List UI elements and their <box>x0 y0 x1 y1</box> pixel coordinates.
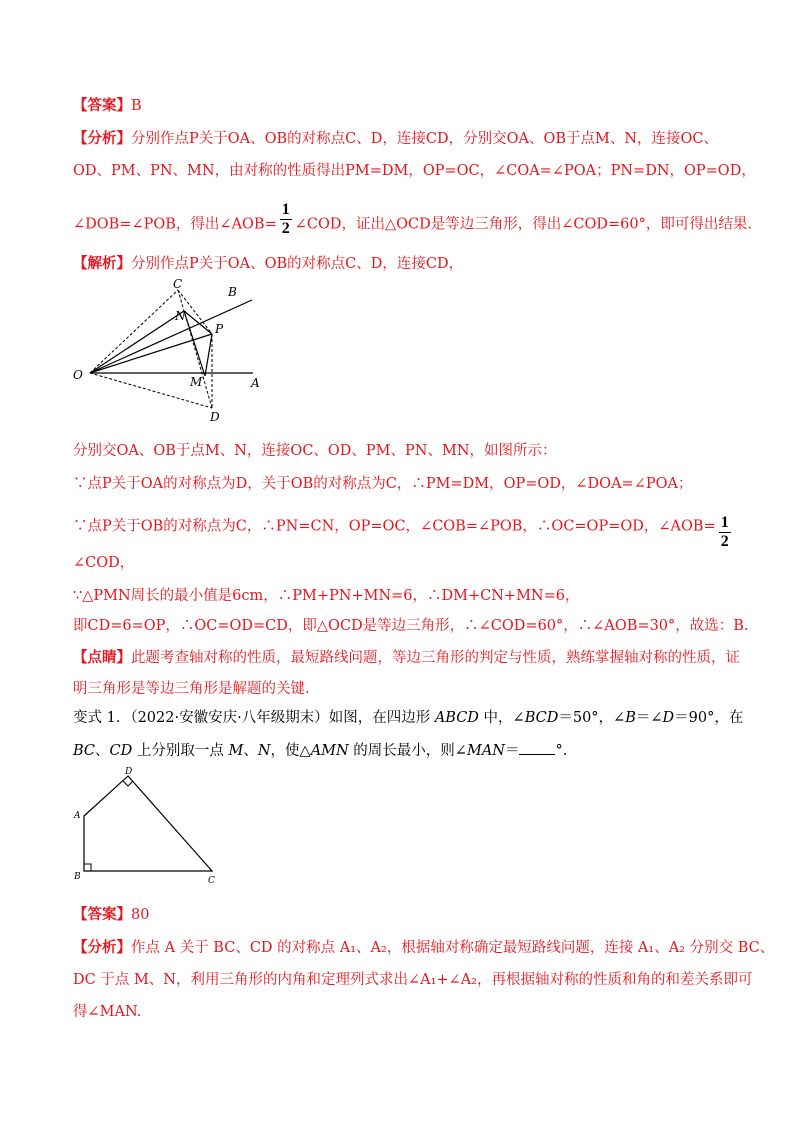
label-p: P <box>215 322 224 336</box>
fraction-half <box>280 201 292 238</box>
solution-line-6: ∵△PMN周长的最小值是6cm，∴PM+PN+MN=6，∴DM+CN+MN=6， <box>73 588 580 604</box>
label-d: D <box>125 767 133 777</box>
answer-value: B <box>131 98 142 114</box>
stem-text: ＝90°，在 <box>674 710 744 726</box>
point-line-2: 明三角形是等边三角形是解题的关键. <box>73 681 310 697</box>
label-o: O <box>73 368 83 382</box>
label-b: B <box>74 872 81 882</box>
solution-line-5: ∠COD， <box>73 555 135 571</box>
fraction-half-2 <box>719 514 731 551</box>
stem-amn: AMN <box>310 743 349 759</box>
stem-text: ，使△ <box>270 743 311 759</box>
variant-stem-line-1 <box>73 708 743 728</box>
segment-mp <box>205 334 212 376</box>
answer-blank <box>519 740 555 755</box>
right-angle-b <box>84 864 91 871</box>
solution-line-7: 即CD=6=OP，∴OC=OD=CD，即△OCD是等边三角形，∴∠COD=60°，∴∠AOB=30°，故选：B. <box>73 618 749 634</box>
figure-symmetric-points <box>60 276 280 426</box>
label-n: N <box>175 309 186 323</box>
analysis-text-3b: ∠COD，证出△OCD是等边三角形，得出∠COD=60°，即可得出结果. <box>294 216 752 233</box>
label-a: A <box>74 811 81 821</box>
point-line-1 <box>73 648 740 668</box>
analysis-line-3 <box>73 201 752 243</box>
analysis-line-2: OD、PM、PN、MN，由对称的性质得出PM=DM，OP=OC，∠COA=∠POA；PN=DN，OP=OD， <box>73 163 756 179</box>
solution-line-2: 分别交OA、OB于点M、N，连接OC、OD、PM、PN、MN，如图所示： <box>73 443 557 459</box>
stem-text: ＝50°，∠ <box>558 710 626 726</box>
analysis2-text-1: 作点 A 关于 BC、CD 的对称点 A₁、A₂，根据轴对称确定最短路线问题，连接 A₁、A₂ 分别交 BC、 <box>131 940 775 956</box>
label-a: A <box>251 376 260 390</box>
quadrilateral-abcd <box>84 776 212 871</box>
analysis-text-1: 分别作点P关于OA、OB的对称点C、D，连接CD，分别交OA、OB于点M、N，连接OC、 <box>131 131 719 147</box>
solution-text-1: 分别作点P关于OA、OB的对称点C、D，连接CD， <box>131 256 464 272</box>
stem-text: 的周长最小，则∠ <box>348 743 467 759</box>
stem-text: 、 <box>95 743 110 759</box>
label-d: D <box>210 410 220 424</box>
stem-text: 、 <box>243 743 258 759</box>
answer-line-1 <box>73 96 142 116</box>
analysis-text-3a: ∠DOB=∠POB，得出∠AOB= <box>73 216 277 233</box>
solution-line-4 <box>73 508 734 550</box>
solution-line-1 <box>73 254 463 274</box>
analysis2-line-3: 得∠MAN. <box>73 1004 142 1020</box>
dashed-oc <box>90 290 178 373</box>
fraction-numerator-2: 1 <box>720 514 729 531</box>
analysis-tag-2: 【分析】 <box>73 940 131 956</box>
analysis2-line-1 <box>73 938 774 958</box>
fraction-numerator: 1 <box>281 201 290 218</box>
label-m: M <box>190 375 203 389</box>
stem-text: ＝ <box>504 743 520 759</box>
stem-text: 变式 1．（2022·安徽安庆·八年级期末）如图，在四边形 <box>73 710 435 726</box>
stem-m: M <box>228 743 244 759</box>
answer-value-2: 80 <box>131 907 150 923</box>
analysis-tag: 【分析】 <box>73 131 131 147</box>
stem-d: D <box>662 710 675 726</box>
solution-tag: 【解析】 <box>73 256 131 272</box>
solution-text-4: ∵点P关于OB的对称点为C，∴PN=CN，OP=OC，∠COB=∠POB，∴OC=OP=OD，∠AOB= <box>73 518 716 535</box>
analysis-line-1 <box>73 129 718 149</box>
stem-text: ＝∠ <box>635 710 663 726</box>
analysis2-line-2: DC 于点 M、N，利用三角形的内角和定理列式求出∠A₁+∠A₂，再根据轴对称的性质和角的和差关系即可 <box>73 972 753 988</box>
stem-bc: BC <box>73 743 96 759</box>
stem-man: MAN <box>466 743 505 759</box>
stem-b: B <box>625 710 636 726</box>
fraction-denominator-2: 2 <box>720 533 729 550</box>
answer-line-2 <box>73 905 149 925</box>
figure-quadrilateral <box>70 766 230 892</box>
stem-bcd: BCD <box>524 710 559 726</box>
label-b: B <box>228 285 237 299</box>
stem-text: 中，∠ <box>478 710 525 726</box>
solution-line-3: ∵点P关于OA的对称点为D，关于OB的对称点为C，∴PM=DM，OP=OD，∠DOA=∠POA； <box>73 476 693 492</box>
stem-abcd: ABCD <box>434 710 479 726</box>
answer-tag: 【答案】 <box>73 98 131 114</box>
fraction-denominator: 2 <box>281 220 290 237</box>
point-text-1: 此题考查轴对称的性质，最短路线问题，等边三角形的判定与性质，熟练掌握轴对称的性质，证 <box>131 650 740 666</box>
stem-n: N <box>257 743 271 759</box>
ray-ob <box>90 300 252 373</box>
answer-tag-2: 【答案】 <box>73 907 131 923</box>
stem-text: 上分别取一点 <box>132 743 229 759</box>
stem-cd: CD <box>109 743 133 759</box>
point-tag: 【点睛】 <box>73 650 131 666</box>
label-c: C <box>208 876 215 886</box>
label-c: C <box>173 277 183 291</box>
dashed-cd <box>178 290 212 408</box>
right-angle-d <box>123 781 133 786</box>
stem-text: °. <box>555 743 568 759</box>
segment-on <box>90 311 184 373</box>
variant-stem-line-2 <box>73 740 567 761</box>
